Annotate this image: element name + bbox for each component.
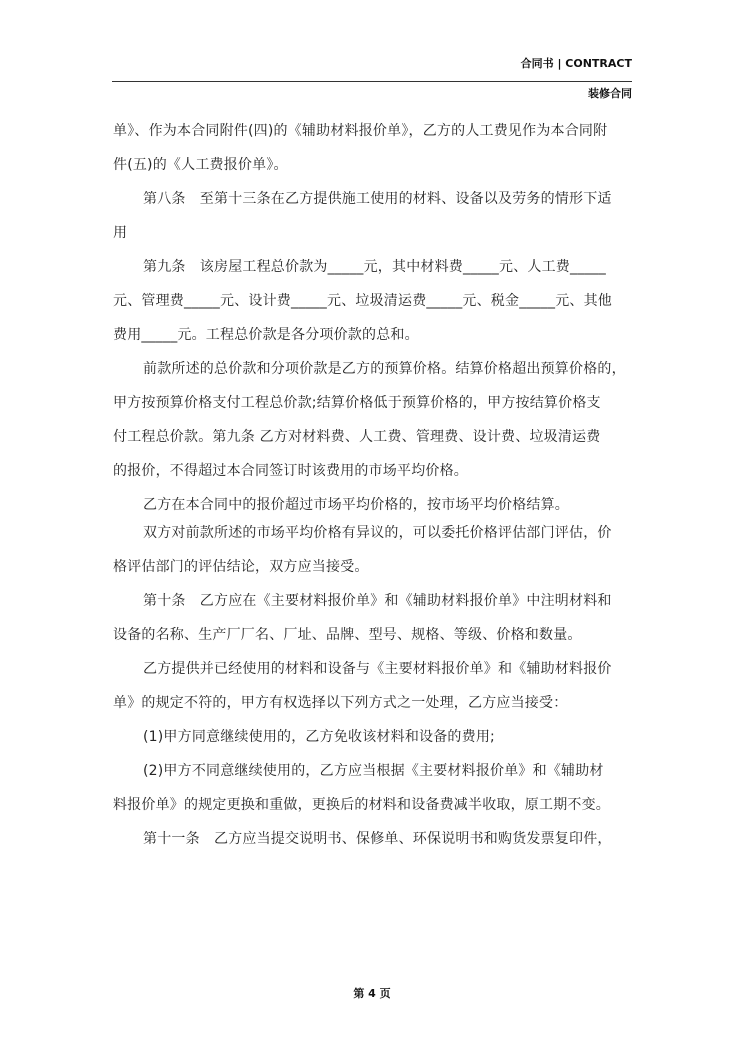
paragraph-line: 第十条 乙方应在《主要材料报价单》和《辅助材料报价单》中注明材料和 bbox=[143, 593, 612, 609]
header-divider bbox=[112, 81, 632, 82]
paragraph-line: 甲方按预算价格支付工程总价款;结算价格低于预算价格的，甲方按结算价格支 bbox=[113, 395, 601, 411]
paragraph-line: (2)甲方不同意继续使用的，乙方应当根据《主要材料报价单》和《辅助材 bbox=[143, 763, 604, 779]
paragraph-line: (1)甲方同意继续使用的，乙方免收该材料和设备的费用; bbox=[143, 729, 495, 745]
paragraph-line: 乙方提供并已经使用的材料和设备与《主要材料报价单》和《辅助材料报价 bbox=[143, 661, 612, 677]
paragraph-line: 单》的规定不符的，甲方有权选择以下列方式之一处理，乙方应当接受： bbox=[113, 695, 568, 711]
paragraph-line: 费用_____元。工程总价款是各分项价款的总和。 bbox=[113, 327, 419, 343]
document-body bbox=[113, 118, 633, 860]
paragraph-line: 件(五)的《人工费报价单》。 bbox=[113, 157, 288, 173]
paragraph-line: 第九条 该房屋工程总价款为_____元，其中材料费_____元、人工费_____ bbox=[143, 259, 606, 275]
paragraph-line: 料报价单》的规定更换和重做，更换后的材料和设备费减半收取，原工期不变。 bbox=[113, 797, 610, 813]
header-title: 合同书 | CONTRACT bbox=[520, 57, 632, 70]
paragraph-line: 第八条 至第十三条在乙方提供施工使用的材料、设备以及劳务的情形下适 bbox=[143, 191, 612, 207]
header-subtitle: 装修合同 bbox=[588, 87, 632, 100]
paragraph-line: 第十一条 乙方应当提交说明书、保修单、环保说明书和购货发票复印件， bbox=[143, 831, 612, 847]
paragraph-line: 元、管理费_____元、设计费_____元、垃圾清运费_____元、税金_____元、其他 bbox=[113, 293, 612, 309]
paragraph-line: 单》、作为本合同附件(四)的《辅助材料报价单》，乙方的人工费见作为本合同附 bbox=[113, 123, 608, 139]
paragraph-line: 双方对前款所述的市场平均价格有异议的，可以委托价格评估部门评估，价 bbox=[143, 525, 612, 541]
paragraph-line: 乙方在本合同中的报价超过市场平均价格的，按市场平均价格结算。 bbox=[143, 497, 569, 513]
paragraph-line: 付工程总价款。第九条 乙方对材料费、人工费、管理费、设计费、垃圾清运费 bbox=[113, 429, 601, 445]
paragraph-line: 设备的名称、生产厂厂名、厂址、品牌、型号、规格、等级、价格和数量。 bbox=[113, 627, 582, 643]
paragraph-line: 用 bbox=[113, 225, 128, 241]
paragraph-line: 格评估部门的评估结论，双方应当接受。 bbox=[113, 559, 369, 575]
page-number: 第 4 页 bbox=[353, 987, 391, 1000]
paragraph-line: 的报价，不得超过本合同签订时该费用的市场平均价格。 bbox=[113, 463, 468, 479]
paragraph-line: 前款所述的总价款和分项价款是乙方的预算价格。结算价格超出预算价格的， bbox=[143, 361, 626, 377]
